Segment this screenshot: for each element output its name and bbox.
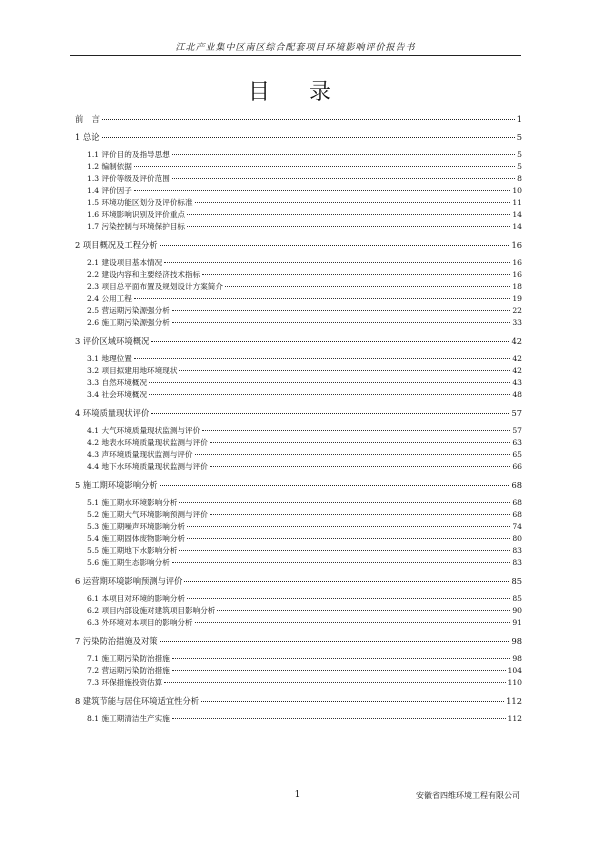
- toc-section-entry[interactable]: [75, 221, 522, 232]
- toc-entry-page: 98: [511, 636, 522, 646]
- toc-section-entry[interactable]: [75, 317, 522, 328]
- toc-entry-label: 5.3 施工期噪声环境影响分析: [87, 522, 186, 531]
- toc-entry-label: 3.3 自然环境概况: [87, 378, 148, 387]
- toc-section-entry[interactable]: [75, 653, 522, 664]
- toc-entry-page: 66: [512, 462, 522, 471]
- toc-entry-label: 4.1 大气环境质量现状监测与评价: [87, 426, 201, 435]
- toc-leader-dots: [210, 466, 511, 467]
- toc-leader-dots: [172, 718, 506, 719]
- toc-entry-page: 68: [512, 498, 522, 507]
- toc-leader-dots: [160, 641, 510, 642]
- toc-entry-label: 7.2 营运期污染防治措施: [87, 666, 170, 675]
- toc-chapter-entry[interactable]: [75, 239, 522, 251]
- toc-entry-page: 63: [512, 438, 522, 447]
- toc-section-entry[interactable]: [75, 533, 522, 544]
- toc-leader-dots: [160, 245, 510, 246]
- running-header: [70, 40, 521, 56]
- toc-leader-dots: [201, 701, 504, 702]
- toc-section-entry[interactable]: [75, 185, 522, 196]
- toc-entry-page: 57: [512, 426, 522, 435]
- toc-entry-label: 7.3 环保措施投资估算: [87, 678, 163, 687]
- toc-entry-page: 68: [512, 510, 522, 519]
- toc-entry-page: 112: [507, 714, 522, 723]
- toc-entry-label: 6 运营期环境影响预测与评价: [75, 576, 183, 586]
- page-title: 目 录: [248, 80, 347, 105]
- toc-chapter-entry[interactable]: [75, 131, 522, 143]
- toc-section-entry[interactable]: [75, 389, 522, 400]
- toc-section-entry[interactable]: [75, 593, 522, 604]
- toc-leader-dots: [187, 526, 510, 527]
- toc-entry-label: 2.5 营运期污染源强分析: [87, 306, 170, 315]
- toc-entry-page: 10: [512, 186, 522, 195]
- toc-leader-dots: [172, 178, 515, 179]
- toc-entry-label: 2.1 建设项目基本情况: [87, 258, 163, 267]
- toc-leader-dots: [160, 485, 510, 486]
- toc-leader-dots: [172, 670, 506, 671]
- toc-section-entry[interactable]: [75, 545, 522, 556]
- toc-entry-page: 110: [507, 678, 522, 687]
- toc-entry-page: 33: [512, 318, 522, 327]
- toc-leader-dots: [187, 538, 510, 539]
- toc-section-entry[interactable]: [75, 461, 522, 472]
- page-number: 1: [294, 790, 301, 800]
- toc-section-entry[interactable]: [75, 281, 522, 292]
- toc-entry-page: 85: [511, 576, 522, 586]
- toc-leader-dots: [149, 382, 510, 383]
- toc-entry-page: 5: [516, 132, 522, 142]
- toc-section-entry[interactable]: [75, 713, 522, 724]
- toc-entry-page: 98: [512, 654, 522, 663]
- toc-entry-label: 5.1 施工期水环境影响分析: [87, 498, 178, 507]
- toc-leader-dots: [202, 274, 510, 275]
- toc-entry-label: 7.1 施工期污染防治措施: [87, 654, 170, 663]
- toc-leader-dots: [179, 550, 510, 551]
- toc-entry-page: 16: [512, 270, 522, 279]
- toc-entry-label: 6.1 本项目对环境的影响分析: [87, 594, 186, 603]
- toc-chapter-entry[interactable]: [75, 407, 522, 419]
- toc-section-entry[interactable]: [75, 521, 522, 532]
- toc-section-entry[interactable]: [75, 557, 522, 568]
- toc-entry-label: 8 建筑节能与居住环境适宜性分析: [75, 696, 200, 706]
- toc-entry-label: 1.1 评价目的及指导思想: [87, 150, 170, 159]
- toc-leader-dots: [134, 298, 510, 299]
- toc-section-entry[interactable]: [75, 197, 522, 208]
- toc-entry-label: 6.3 外环境对本项目的影响分析: [87, 618, 193, 627]
- toc-leader-dots: [102, 137, 515, 138]
- toc-entry-label: 2.2 建设内容和主要经济技术指标: [87, 270, 201, 279]
- toc-leader-dots: [179, 370, 510, 371]
- toc-chapter-entry[interactable]: [75, 479, 522, 491]
- toc-entry-page: 91: [512, 618, 522, 627]
- toc-section-entry[interactable]: [75, 149, 522, 160]
- toc-entry-page: 5: [517, 150, 522, 159]
- toc-entry-page: 18: [512, 282, 522, 291]
- toc-section-entry[interactable]: [75, 305, 522, 316]
- toc-section-entry[interactable]: [75, 617, 522, 628]
- toc-entry-page: 22: [512, 306, 522, 315]
- toc-leader-dots: [172, 154, 515, 155]
- toc-entry-label: 2.6 施工期污染源强分析: [87, 318, 170, 327]
- toc-leader-dots: [172, 310, 510, 311]
- toc-chapter-entry[interactable]: [75, 113, 522, 125]
- toc-entry-label: 7 污染防治措施及对策: [75, 636, 158, 646]
- toc-section-entry[interactable]: [75, 509, 522, 520]
- toc-leader-dots: [134, 190, 510, 191]
- toc-leader-dots: [195, 202, 511, 203]
- toc-leader-dots: [151, 341, 509, 342]
- toc-entry-page: 104: [507, 666, 522, 675]
- toc-entry-page: 83: [512, 546, 522, 555]
- toc-entry-label: 1.4 评价因子: [87, 186, 132, 195]
- toc-entry-label: 2.3 项目总平面布置及规划设计方案简介: [87, 282, 223, 291]
- toc-section-entry[interactable]: [75, 605, 522, 616]
- toc-entry-label: 3 评价区域环境概况: [75, 336, 150, 346]
- toc-leader-dots: [217, 610, 510, 611]
- toc-section-entry[interactable]: [75, 425, 522, 436]
- toc-leader-dots: [210, 514, 511, 515]
- toc-entry-page: 16: [512, 258, 522, 267]
- toc-entry-label: 1 总论: [75, 132, 100, 142]
- toc-section-entry[interactable]: [75, 269, 522, 280]
- toc-leader-dots: [202, 430, 510, 431]
- toc-entry-page: 14: [512, 222, 522, 231]
- toc-leader-dots: [149, 394, 510, 395]
- toc-leader-dots: [187, 598, 510, 599]
- toc-entry-label: 5.4 施工期固体废物影响分析: [87, 534, 186, 543]
- toc-section-entry[interactable]: [75, 365, 522, 376]
- company-name: 安徽省四维环境工程有限公司: [416, 791, 520, 800]
- toc-entry-label: 2.4 公用工程: [87, 294, 132, 303]
- toc-section-entry[interactable]: [75, 449, 522, 460]
- toc-entry-page: 90: [512, 606, 522, 615]
- toc-entry-page: 74: [512, 522, 522, 531]
- toc-entry-page: 16: [511, 240, 522, 250]
- toc-entry-label: 1.7 污染控制与环境保护目标: [87, 222, 186, 231]
- toc-leader-dots: [187, 226, 510, 227]
- toc-entry-page: 1: [516, 114, 522, 124]
- toc-section-entry[interactable]: [75, 377, 522, 388]
- toc-entry-page: 68: [511, 480, 522, 490]
- toc-leader-dots: [172, 562, 510, 563]
- toc-leader-dots: [164, 262, 510, 263]
- toc-section-entry[interactable]: [75, 665, 522, 676]
- toc-section-entry[interactable]: [75, 497, 522, 508]
- toc-leader-dots: [102, 119, 515, 120]
- toc-entry-label: 1.5 环境功能区划分及评价标准: [87, 198, 193, 207]
- toc-chapter-entry[interactable]: [75, 575, 522, 587]
- toc-entry-label: 5.6 施工期生态影响分析: [87, 558, 170, 567]
- toc-section-entry[interactable]: [75, 161, 522, 172]
- toc-entry-page: 19: [512, 294, 522, 303]
- toc-section-entry[interactable]: [75, 173, 522, 184]
- toc-entry-page: 8: [517, 174, 522, 183]
- toc-entry-page: 11: [512, 198, 522, 207]
- toc-leader-dots: [187, 214, 510, 215]
- toc-entry-label: 4.3 声环境质量现状监测与评价: [87, 450, 193, 459]
- toc-entry-label: 前 言: [75, 114, 100, 124]
- toc-leader-dots: [151, 413, 509, 414]
- toc-entry-label: 4.2 地表水环境质量现状监测与评价: [87, 438, 208, 447]
- toc-section-entry[interactable]: [75, 209, 522, 220]
- toc-section-entry[interactable]: [75, 257, 522, 268]
- toc-leader-dots: [164, 682, 505, 683]
- toc-leader-dots: [225, 286, 510, 287]
- toc-entry-label: 1.6 环境影响识别及评价重点: [87, 210, 186, 219]
- toc-leader-dots: [195, 454, 511, 455]
- toc-section-entry[interactable]: [75, 437, 522, 448]
- toc-entry-page: 42: [512, 366, 522, 375]
- toc-entry-page: 14: [512, 210, 522, 219]
- toc-leader-dots: [195, 622, 511, 623]
- toc-entry-label: 3.2 项目拟建用地环境现状: [87, 366, 178, 375]
- toc-entry-page: 57: [511, 408, 522, 418]
- toc-entry-label: 1.2 编制依据: [87, 162, 132, 171]
- toc-entry-label: 4.4 地下水环境质量现状监测与评价: [87, 462, 208, 471]
- toc-entry-label: 6.2 项目内部设施对建筑项目影响分析: [87, 606, 216, 615]
- toc-chapter-entry[interactable]: [75, 695, 522, 707]
- toc-entry-page: 85: [512, 594, 522, 603]
- toc-section-entry[interactable]: [75, 293, 522, 304]
- toc-chapter-entry[interactable]: [75, 335, 522, 347]
- toc-entry-label: 4 环境质量现状评价: [75, 408, 150, 418]
- toc-leader-dots: [179, 502, 510, 503]
- toc-entry-page: 83: [512, 558, 522, 567]
- toc-entry-label: 1.3 评价等级及评价范围: [87, 174, 170, 183]
- toc-entry-label: 8.1 施工期清洁生产实施: [87, 714, 170, 723]
- toc-entry-label: 5.2 施工期大气环境影响预测与评价: [87, 510, 208, 519]
- toc-section-entry[interactable]: [75, 353, 522, 364]
- toc-leader-dots: [172, 658, 510, 659]
- toc-entry-page: 42: [512, 354, 522, 363]
- toc-entry-page: 80: [512, 534, 522, 543]
- toc-entry-page: 48: [512, 390, 522, 399]
- toc-leader-dots: [210, 442, 511, 443]
- toc-entry-page: 42: [511, 336, 522, 346]
- toc-entry-page: 65: [512, 450, 522, 459]
- toc-leader-dots: [172, 322, 510, 323]
- toc-entry-page: 112: [506, 696, 522, 706]
- toc-entry-page: 5: [517, 162, 522, 171]
- toc-leader-dots: [184, 581, 509, 582]
- toc-entry-label: 3.1 地理位置: [87, 354, 132, 363]
- toc-entry-label: 5 施工期环境影响分析: [75, 480, 158, 490]
- toc-section-entry[interactable]: [75, 677, 522, 688]
- toc-chapter-entry[interactable]: [75, 635, 522, 647]
- toc-entry-page: 43: [512, 378, 522, 387]
- toc-leader-dots: [134, 358, 510, 359]
- toc-entry-label: 3.4 社会环境概况: [87, 390, 148, 399]
- running-title: 江北产业集中区南区综合配套项目环境影响评价报告书: [175, 43, 416, 53]
- toc-entry-label: 2 项目概况及工程分析: [75, 240, 158, 250]
- toc-entry-label: 5.5 施工期地下水影响分析: [87, 546, 178, 555]
- toc-leader-dots: [134, 166, 515, 167]
